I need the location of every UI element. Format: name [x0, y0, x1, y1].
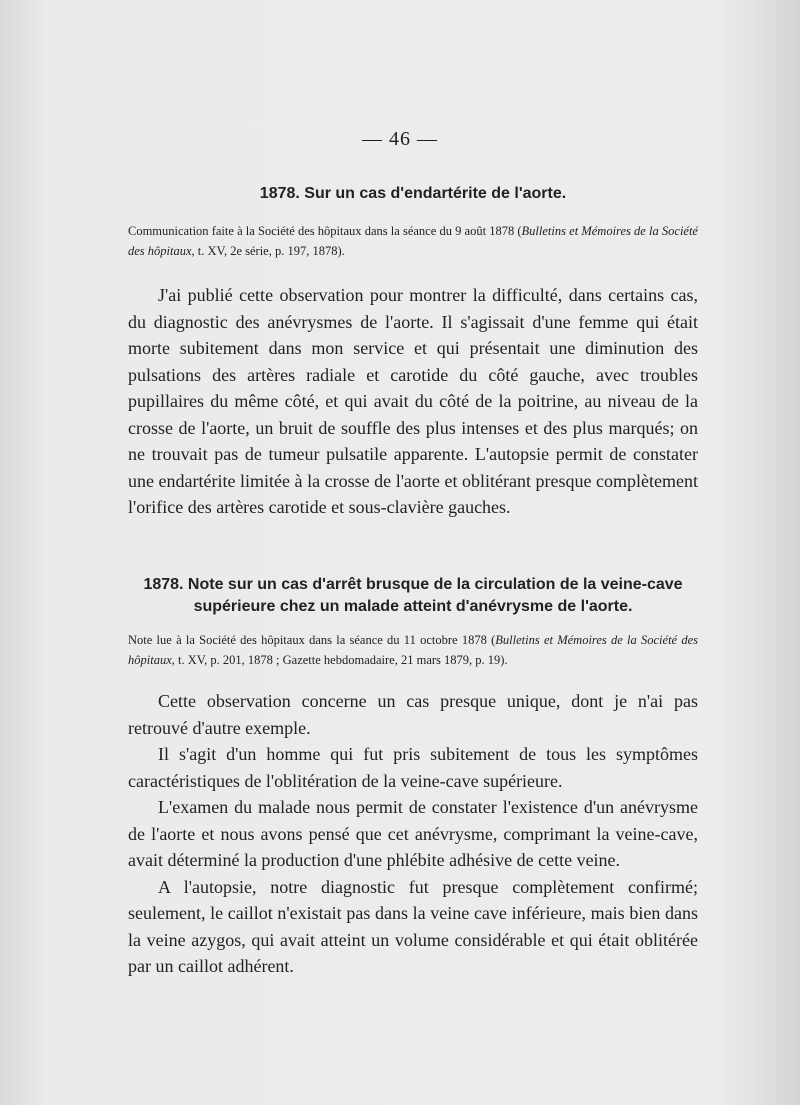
section-2-citation-prefix: Note lue à la Société des hôpitaux dans la séance du 11 octobre 1878 (	[128, 633, 496, 647]
section-1-citation-journal: Bulletins et Mémoires de la Société des hôpitaux,	[128, 224, 698, 258]
page-number: — 46 —	[362, 128, 438, 150]
section-1-citation-prefix: Communication faite à la Société des hôpitaux dans la séance du 9 août 1878 (	[128, 224, 522, 238]
section-1-title: 1878. Sur un cas d'endartérite de l'aorte.	[259, 185, 567, 202]
section-1-citation-suffix: t. XV, 2e série, p. 197, 1878).	[194, 244, 345, 258]
section-2-citation	[128, 630, 698, 670]
section-2-paragraph: L'examen du malade nous permit de constater l'existence d'un anévrysme de l'aorte et nous avons pensé que cet anévrysme, comprimant la veine-cave, avait déterminé la production d'une phlébite adhésive de cette veine.	[128, 797, 698, 870]
section-2-paragraph: Cette observation concerne un cas presque unique, dont je n'ai pas retrouvé d'autre exemple.	[128, 691, 698, 738]
section-1-citation	[128, 221, 698, 261]
section-2-body	[128, 688, 698, 980]
section-1-body	[128, 282, 698, 521]
section-2-paragraph: A l'autopsie, notre diagnostic fut presque complètement confirmé; seulement, le caillot n'existait pas dans la veine cave inférieure, mais bien dans la veine azygos, qui avait atteint un volume considérable et qui était oblitérée par un caillot adhérent.	[128, 876, 698, 976]
section-1-paragraph: J'ai publié cette observation pour montrer la difficulté, dans certains cas, du diagnostic des anévrysmes de l'aorte. Il s'agissait d'une femme qui était morte subitement dans mon service et qui présentait une diminution des pulsations des artères radiale et carotide du côté gauche, avec troubles pupillaires du même côté, et qui avait du côté de la poitrine, au niveau de la crosse de l'aorte, un bruit de souffle des plus intenses et des plus marqués; on ne trouvait pas de tumeur pulsatile apparente. L'autopsie permit de constater une endartérite limitée à la crosse de l'aorte et oblitérant presque complètement l'orifice des artères carotide et sous-clavière gauches.	[128, 285, 698, 517]
section-2-citation-journal: Bulletins et Mémoires de la Société des hôpitaux,	[128, 633, 698, 667]
section-2-paragraph: Il s'agit d'un homme qui fut pris subitement de tous les symptômes caractéristiques de l'oblitération de la veine-cave supérieure.	[128, 744, 698, 791]
section-2-citation-suffix: t. XV, p. 201, 1878 ; Gazette hebdomadaire, 21 mars 1879, p. 19).	[174, 653, 508, 667]
section-2-title: 1878. Note sur un cas d'arrêt brusque de la circulation de la veine-cave supérieure chez un malade atteint d'anévrysme de l'aorte.	[143, 576, 683, 615]
